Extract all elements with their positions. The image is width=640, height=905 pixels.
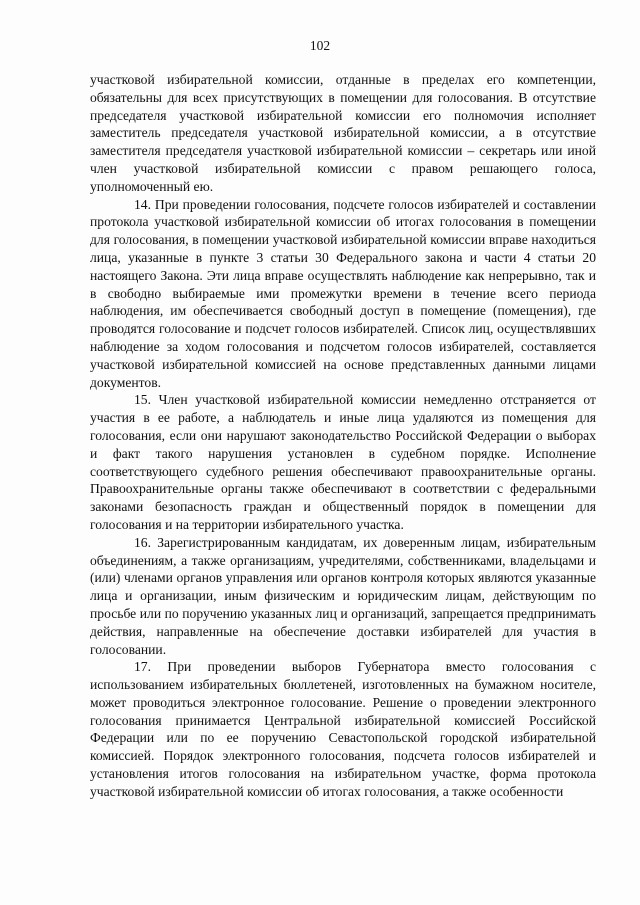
- paragraph-15: 15. Член участковой избирательной комиссии немедленно отстраняется от участия в ее работе, а наблюдатель и иные лица удаляются из помещения для голосования, если они нарушают законодательство Российской Федерации о выборах и факт такого нарушения установлен в судебном порядке. Исполнение соответствующего судебного решения обеспечивают правоохранительные органы. Правоохранительные органы также обеспечивают в соответствии с федеральными законами безопасность граждан и общественный порядок в помещении для голосования и на территории избирательного участка.: [90, 392, 596, 532]
- document-body: [90, 71, 596, 801]
- paragraph-17: 17. При проведении выборов Губернатора вместо голосования с использованием избирательных бюллетеней, изготовленных на бумажном носителе, может проводиться электронное голосование. Решение о проведении электронного голосования принимается Центральной избирательной комиссией Российской Федерации или по ее поручению Севастопольской городской избирательной комиссией. Порядок электронного голосования, подсчета голосов избирателей и установления итогов голосования на избирательном участке, форма протокола участковой избирательной комиссии об итогах голосования, а также особенности: [90, 659, 596, 799]
- paragraph-14: 14. При проведении голосования, подсчете голосов избирателей и составлении протокола участковой избирательной комиссии об итогах голосования в помещении для голосования, в помещении участковой избирательной комиссии вправе находиться лица, указанные в пункте 3 статьи 30 Федерального закона и части 4 статьи 20 настоящего Закона. Эти лица вправе осуществлять наблюдение как непрерывно, так и в свободно выбираемые ими промежутки времени в течение всего периода наблюдения, им обеспечивается свободный доступ в помещение (помещения), где проводятся голосование и подсчет голосов избирателей. Список лиц, осуществлявших наблюдение за ходом голосования и подсчетом голосов избирателей, составляется участковой избирательной комиссией на основе представленных данными лицами документов.: [90, 196, 596, 390]
- paragraph-16: 16. Зарегистрированным кандидатам, их доверенным лицам, избирательным объединениям, а также организациям, учредителями, собственниками, владельцами и (или) членами органов управления или органов контроля которых являются указанные лица и организации, иным физическим и юридическим лицам, действующим по просьбе или по поручению указанных лиц и организаций, запрещается предпринимать действия, направленные на обеспечение доставки избирателей для участия в голосовании.: [90, 534, 596, 657]
- paragraph-continuation: участковой избирательной комиссии, отданные в пределах его компетенции, обязательны для всех присутствующих в помещении для голосования. В отсутствие председателя участковой избирательной комиссии его полномочия исполняет заместитель председателя участковой избирательной комиссии, а в отсутствие заместителя председателя участковой избирательной комиссии – секретарь или иной член участковой избирательной комиссии с правом решающего голоса, уполномоченный ею.: [90, 72, 596, 194]
- page-number: 102: [309, 38, 331, 53]
